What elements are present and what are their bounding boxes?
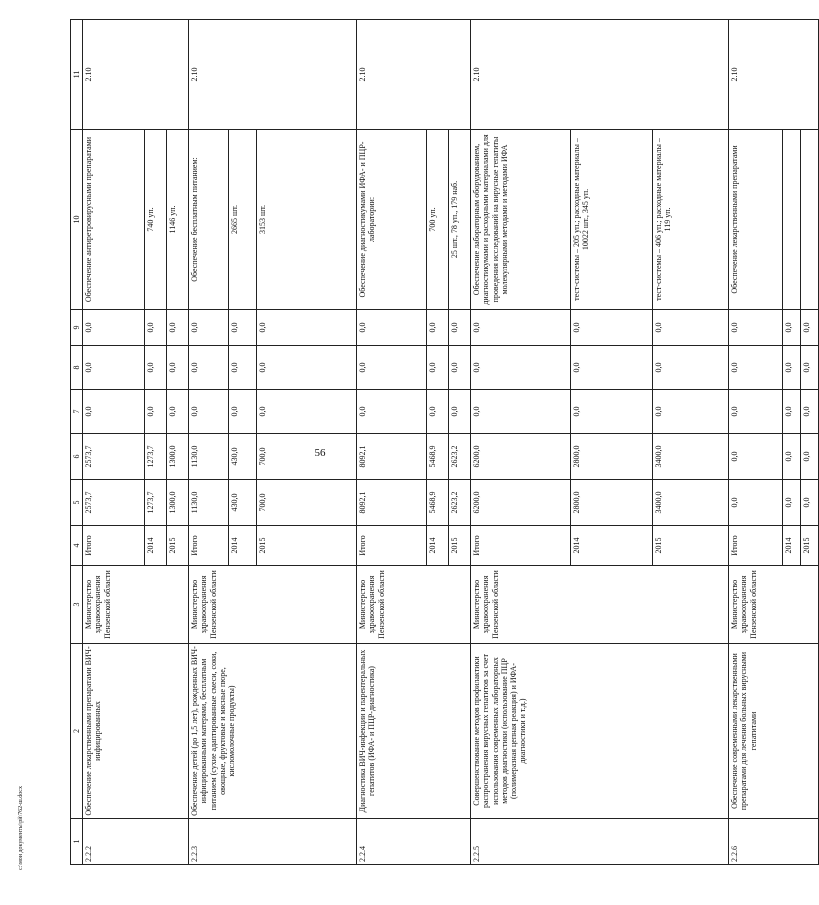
executor: Министерство здравоохранения Пензенской области (357, 566, 471, 644)
column-header: 3 (71, 566, 83, 644)
period-cell: Итого (83, 526, 145, 566)
other-sources-cell: 0,0 (471, 310, 571, 346)
target-indicator: 2.10 (471, 20, 729, 130)
period-cell: 2015 (167, 526, 189, 566)
period-cell: 2014 (571, 526, 653, 566)
total-amount-cell: 1130,0 (189, 480, 229, 526)
expected-result-cell: Обеспечение лабораторным оборудованием, диагностикумами и расходными материалами для проведения исследований на вирусные гепатиты молекулярными методами и методами ИФА (471, 130, 571, 310)
expected-result-cell (801, 130, 819, 310)
other-sources-cell: 0,0 (653, 310, 729, 346)
federal-budget-cell: 0,0 (653, 390, 729, 434)
period-cell: Итого (357, 526, 427, 566)
total-amount-cell: 8092,1 (357, 480, 427, 526)
federal-budget-cell: 0,0 (145, 390, 167, 434)
column-header: 6 (71, 434, 83, 480)
target-indicator: 2.10 (729, 20, 819, 130)
regional-budget-cell: 2623,2 (449, 434, 471, 480)
local-budget-cell: 0,0 (167, 346, 189, 390)
regional-budget-cell: 0,0 (783, 434, 801, 480)
expected-result-cell: Обеспечение диагностикумами ИФА- и ПЦР-лаборатории: (357, 130, 427, 310)
other-sources-cell: 0,0 (189, 310, 229, 346)
column-header: 9 (71, 310, 83, 346)
total-amount-cell: 6200,0 (471, 480, 571, 526)
total-amount-cell: 0,0 (801, 480, 819, 526)
other-sources-cell: 0,0 (357, 310, 427, 346)
expected-result-cell: Обеспечение лекарственными препаратами (729, 130, 783, 310)
local-budget-cell: 0,0 (801, 346, 819, 390)
federal-budget-cell: 0,0 (449, 390, 471, 434)
table-row (189, 20, 229, 865)
column-header: 10 (71, 130, 83, 310)
other-sources-cell: 0,0 (229, 310, 257, 346)
expected-result-cell: Обеспечение антиретровирусными препаратами (83, 130, 145, 310)
period-cell: Итого (189, 526, 229, 566)
target-indicator: 2.10 (83, 20, 189, 130)
period-cell: 2015 (449, 526, 471, 566)
target-indicator: 2.10 (189, 20, 357, 130)
federal-budget-cell: 0,0 (783, 390, 801, 434)
total-amount-cell: 700,0 (257, 480, 357, 526)
table-row (357, 20, 427, 865)
activity-code: 2.2.2 (83, 819, 189, 865)
local-budget-cell: 0,0 (257, 346, 357, 390)
federal-budget-cell: 0,0 (189, 390, 229, 434)
other-sources-cell: 0,0 (571, 310, 653, 346)
table-row (471, 20, 571, 865)
other-sources-cell: 0,0 (449, 310, 471, 346)
activity-name: Обеспечение современными лекарственными препаратами для лечения больных вирусными гепатитами (729, 644, 819, 819)
activity-name: Обеспечение лекарственными препаратами ВИЧ-инфицированных (83, 644, 189, 819)
expected-result-cell: тест-системы – 406 уп.; расходные материалы – 119 уп. (653, 130, 729, 310)
regional-budget-cell: 1300,0 (167, 434, 189, 480)
expected-result-cell: 2665 шт. (229, 130, 257, 310)
federal-budget-cell: 0,0 (427, 390, 449, 434)
period-cell: 2015 (801, 526, 819, 566)
period-cell: Итого (471, 526, 571, 566)
table-body (83, 20, 819, 865)
other-sources-cell: 0,0 (783, 310, 801, 346)
regional-budget-cell: 700,0 (257, 434, 357, 480)
regional-budget-cell: 1273,7 (145, 434, 167, 480)
federal-budget-cell: 0,0 (471, 390, 571, 434)
activity-code: 2.2.6 (729, 819, 819, 865)
federal-budget-cell: 0,0 (571, 390, 653, 434)
total-amount-cell: 2573,7 (83, 480, 145, 526)
other-sources-cell: 0,0 (257, 310, 357, 346)
period-cell: 2015 (257, 526, 357, 566)
target-indicator: 2.10 (357, 20, 471, 130)
activity-name: Диагностика ВИЧ-инфекции и парентеральных гепатитов (ИФА- и ПЦР-диагностика) (357, 644, 471, 819)
column-header: 7 (71, 390, 83, 434)
page-number: 56 (314, 447, 326, 459)
column-header: 4 (71, 526, 83, 566)
executor: Министерство здравоохранения Пензенской области (83, 566, 189, 644)
footer-file-path: c:\мои документы\рй\762-ш.docx (18, 786, 24, 870)
program-activities-table (70, 19, 819, 865)
regional-budget-cell: 5468,9 (427, 434, 449, 480)
regional-budget-cell: 6200,0 (471, 434, 571, 480)
total-amount-cell: 3400,0 (653, 480, 729, 526)
federal-budget-cell: 0,0 (357, 390, 427, 434)
expected-result-cell: 25 шт., 78 уп., 179 наб. (449, 130, 471, 310)
table-row (83, 20, 145, 865)
local-budget-cell: 0,0 (783, 346, 801, 390)
expected-result-cell: 1146 уп. (167, 130, 189, 310)
activity-name: Совершенствование методов профилактики распространения вирусных гепатитов за счет использования современных лабораторных методов диагностики (использование ПЦР (полимеразная цепная реакция) и ИФА-диагностики и т.д.) (471, 644, 729, 819)
regional-budget-cell: 2800,0 (571, 434, 653, 480)
other-sources-cell: 0,0 (801, 310, 819, 346)
other-sources-cell: 0,0 (167, 310, 189, 346)
total-amount-cell: 1273,7 (145, 480, 167, 526)
total-amount-cell: 0,0 (783, 480, 801, 526)
total-amount-cell: 1300,0 (167, 480, 189, 526)
local-budget-cell: 0,0 (449, 346, 471, 390)
column-header: 5 (71, 480, 83, 526)
activity-code: 2.2.4 (357, 819, 471, 865)
period-cell: 2014 (783, 526, 801, 566)
federal-budget-cell: 0,0 (801, 390, 819, 434)
regional-budget-cell: 1130,0 (189, 434, 229, 480)
expected-result-cell: 700 уп. (427, 130, 449, 310)
regional-budget-cell: 8092,1 (357, 434, 427, 480)
activity-name: Обеспечение детей (до 1,5 лет), рожденных ВИЧ-инфицированными матерями, бесплатным питанием (сухие адаптированные смеси, соки, овощные, фруктовые и мясные пюре, кисломолочные продукты) (189, 644, 357, 819)
executor: Министерство здравоохранения Пензенской области (729, 566, 819, 644)
local-budget-cell: 0,0 (357, 346, 427, 390)
other-sources-cell: 0,0 (427, 310, 449, 346)
total-amount-cell: 0,0 (729, 480, 783, 526)
local-budget-cell: 0,0 (427, 346, 449, 390)
federal-budget-cell: 0,0 (167, 390, 189, 434)
column-header: 11 (71, 20, 83, 130)
federal-budget-cell: 0,0 (229, 390, 257, 434)
federal-budget-cell: 0,0 (257, 390, 357, 434)
local-budget-cell: 0,0 (471, 346, 571, 390)
regional-budget-cell: 430,0 (229, 434, 257, 480)
local-budget-cell: 0,0 (653, 346, 729, 390)
federal-budget-cell: 0,0 (83, 390, 145, 434)
other-sources-cell: 0,0 (729, 310, 783, 346)
period-cell: 2014 (145, 526, 167, 566)
period-cell: 2014 (229, 526, 257, 566)
executor: Министерство здравоохранения Пензенской области (471, 566, 729, 644)
local-budget-cell: 0,0 (145, 346, 167, 390)
local-budget-cell: 0,0 (229, 346, 257, 390)
local-budget-cell: 0,0 (83, 346, 145, 390)
rotated-table-container (70, 20, 812, 865)
local-budget-cell: 0,0 (571, 346, 653, 390)
activity-code: 2.2.5 (471, 819, 729, 865)
regional-budget-cell: 2573,7 (83, 434, 145, 480)
expected-result-cell: 3153 шт. (257, 130, 357, 310)
table-row (729, 20, 783, 865)
period-cell: 2014 (427, 526, 449, 566)
column-header: 8 (71, 346, 83, 390)
other-sources-cell: 0,0 (83, 310, 145, 346)
total-amount-cell: 2800,0 (571, 480, 653, 526)
expected-result-cell: 740 уп. (145, 130, 167, 310)
table-header-row (71, 20, 83, 865)
federal-budget-cell: 0,0 (729, 390, 783, 434)
total-amount-cell: 5468,9 (427, 480, 449, 526)
total-amount-cell: 2623,2 (449, 480, 471, 526)
column-header: 2 (71, 644, 83, 819)
other-sources-cell: 0,0 (145, 310, 167, 346)
column-header: 1 (71, 819, 83, 865)
period-cell: 2015 (653, 526, 729, 566)
expected-result-cell: Обеспечение бесплатным питанием: (189, 130, 229, 310)
local-budget-cell: 0,0 (189, 346, 229, 390)
regional-budget-cell: 0,0 (729, 434, 783, 480)
activity-code: 2.2.3 (189, 819, 357, 865)
expected-result-cell: тест-системы – 205 уп.; расходные материалы – 10022 шт., 345 уп. (571, 130, 653, 310)
local-budget-cell: 0,0 (729, 346, 783, 390)
expected-result-cell (783, 130, 801, 310)
total-amount-cell: 430,0 (229, 480, 257, 526)
period-cell: Итого (729, 526, 783, 566)
executor: Министерство здравоохранения Пензенской области (189, 566, 357, 644)
regional-budget-cell: 3400,0 (653, 434, 729, 480)
regional-budget-cell: 0,0 (801, 434, 819, 480)
